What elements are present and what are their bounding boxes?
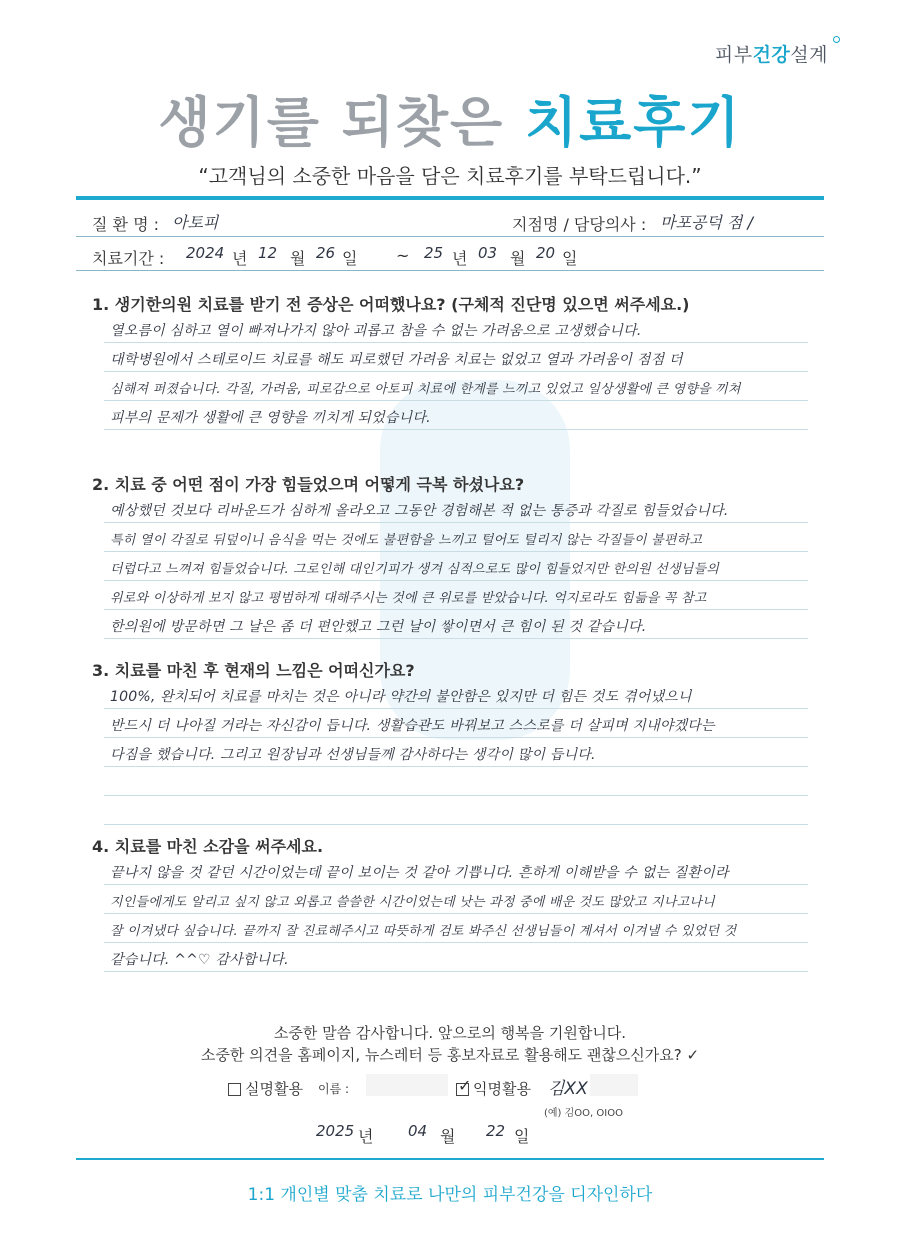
answer-4-line-3: 잘 이겨냈다 싶습니다. 끝까지 잘 진료해주시고 따뜻하게 검토 봐주신 선생님들이 계셔서 이겨낼 수 있었던 것 bbox=[110, 924, 737, 939]
date-unit-day: 일 bbox=[514, 1127, 530, 1146]
date-month: 04 bbox=[408, 1122, 428, 1140]
ruled-line bbox=[104, 522, 808, 523]
name-field-blurred bbox=[366, 1074, 448, 1096]
ruled-line bbox=[104, 795, 808, 796]
ruled-line bbox=[104, 971, 808, 972]
closing-consent-question: 소중한 의견을 홈페이지, 뉴스레터 등 홍보자료로 활용해도 괜찮으신가요? ✓ bbox=[200, 1046, 700, 1064]
brand-dot-icon bbox=[833, 36, 840, 43]
question-2-label: 2. 치료 중 어떤 점이 가장 힘들었으며 어떻게 극복 하셨나요? bbox=[92, 475, 525, 494]
answer-3-line-2: 반드시 더 나아질 거라는 자신감이 듭니다. 생활습관도 바꿔보고 스스로를 더 살피며 지내야겠다는 bbox=[110, 718, 715, 734]
period-end-day: 20 bbox=[536, 244, 556, 262]
ruled-line bbox=[104, 371, 808, 372]
ruled-line bbox=[104, 580, 808, 581]
question-4-label: 4. 치료를 마친 소감을 써주세요. bbox=[92, 837, 324, 856]
period-unit-month-2: 월 bbox=[510, 249, 526, 268]
page-title: 생기를 되찾은 치료후기 bbox=[158, 91, 742, 154]
period-start-month: 12 bbox=[258, 244, 278, 262]
ruled-line bbox=[104, 708, 808, 709]
answer-1-line-3: 심해져 퍼졌습니다. 각질, 가려움, 피로감으로 아토피 치료에 한계를 느끼고 있었고 일상생활에 큰 영향을 끼쳐 bbox=[110, 382, 741, 397]
anonymous-blurred bbox=[590, 1074, 638, 1096]
period-start-day: 26 bbox=[316, 244, 336, 262]
ruled-line bbox=[104, 942, 808, 943]
page-subtitle: “고객님의 소중한 마음을 담은 치료후기를 부탁드립니다.” bbox=[198, 164, 702, 188]
answer-2-line-1: 예상했던 것보다 리바운드가 심하게 올라오고 그동안 경험해본 적 없는 통증과 각질로 힘들었습니다. bbox=[110, 503, 729, 519]
answer-1-line-1: 열오름이 심하고 열이 빠져나가지 않아 괴롭고 참을 수 없는 가려움으로 고생했습니다. bbox=[110, 323, 642, 339]
ruled-line bbox=[104, 429, 808, 430]
brand-logo: 피부건강설계 bbox=[715, 40, 828, 67]
disease-label: 질 환 명 : bbox=[92, 215, 160, 234]
period-end-year: 25 bbox=[424, 244, 444, 262]
answer-2-line-5: 한의원에 방문하면 그 날은 좀 더 편안했고 그런 날이 쌓이면서 큰 힘이 된 것 같습니다. bbox=[110, 619, 647, 635]
ruled-line bbox=[104, 913, 808, 914]
date-day: 22 bbox=[486, 1122, 506, 1140]
checkbox-icon[interactable] bbox=[228, 1083, 241, 1096]
answer-3-line-3: 다짐을 했습니다. 그리고 원장님과 선생님들께 감사하다는 생각이 많이 듭니다. bbox=[110, 747, 596, 763]
ruled-line bbox=[104, 737, 808, 738]
ruled-line bbox=[104, 766, 808, 767]
anonymous-name-value: 김XX bbox=[548, 1079, 588, 1099]
bottom-divider bbox=[76, 1158, 824, 1160]
answer-2-line-3: 더럽다고 느껴져 힘들었습니다. 그로인해 대인기피가 생겨 심적으로도 많이 힘들었지만 한의원 선생님들의 bbox=[110, 562, 720, 577]
checked-checkbox-icon[interactable]: ✓ bbox=[458, 1076, 472, 1095]
period-unit-year-2: 년 bbox=[452, 249, 468, 268]
period-unit-month: 월 bbox=[290, 249, 306, 268]
question-1-label: 1. 생기한의원 치료를 받기 전 증상은 어떠했나요? (구체적 진단명 있으면 써주세요.) bbox=[92, 295, 690, 314]
ruled-line bbox=[104, 884, 808, 885]
answer-3-line-1: 100%, 완치되어 치료를 마치는 것은 아니라 약간의 불안함은 있지만 더 힘든 것도 겪어냈으니 bbox=[110, 689, 692, 705]
ruled-line bbox=[104, 342, 808, 343]
ruled-line bbox=[104, 551, 808, 552]
answer-4-line-2: 지인들에게도 알리고 싶지 않고 외롭고 쓸쓸한 시간이었는데 낫는 과정 중에 배운 것도 많았고 지나고나니 bbox=[110, 895, 715, 910]
period-start-year: 2024 bbox=[186, 244, 225, 262]
answer-2-line-4: 위로와 이상하게 보지 않고 평범하게 대해주시는 것에 큰 위로를 받았습니다. 억지로라도 힘듦을 꼭 참고 bbox=[110, 591, 707, 606]
top-divider bbox=[76, 196, 824, 200]
date-unit-year: 년 bbox=[358, 1127, 374, 1146]
question-3-label: 3. 치료를 마친 후 현재의 느낌은 어떠신가요? bbox=[92, 661, 415, 680]
name-field-label: 이름 : bbox=[318, 1082, 350, 1096]
ruled-line bbox=[104, 824, 808, 825]
answer-4-line-4: 같습니다. ^^♡ 감사합니다. bbox=[110, 952, 289, 968]
disease-value: 아토피 bbox=[172, 213, 219, 232]
answer-1-line-4: 피부의 문제가 생활에 큰 영향을 끼치게 되었습니다. bbox=[110, 410, 431, 426]
period-label: 치료기간 : bbox=[92, 249, 165, 268]
ruled-line bbox=[104, 400, 808, 401]
answer-4-line-1: 끝나지 않을 것 같던 시간이었는데 끝이 보이는 것 같아 기쁩니다. 흔하게 이해받을 수 없는 질환이라 bbox=[110, 865, 729, 881]
period-unit-day-2: 일 bbox=[562, 249, 578, 268]
anonymous-example: (예) 김OO, OIOO bbox=[544, 1108, 623, 1119]
closing-thanks: 소중한 말씀 감사합니다. 앞으로의 행복을 기원합니다. bbox=[273, 1024, 627, 1042]
answer-2-line-2: 특히 열이 각질로 뒤덮이니 음식을 먹는 것에도 불편함을 느끼고 털어도 털리지 않는 각질들이 불편하고 bbox=[110, 533, 703, 548]
branch-label: 지점명 / 담당의사 : bbox=[512, 215, 647, 234]
answer-1-line-2: 대학병원에서 스테로이드 치료를 해도 피로했던 가려움 치료는 없었고 열과 가려움이 점점 더 bbox=[110, 352, 683, 368]
date-unit-month: 월 bbox=[440, 1127, 456, 1146]
real-name-option[interactable]: 실명활용 bbox=[228, 1078, 303, 1099]
branch-value: 마포공덕 점 / bbox=[660, 213, 753, 232]
ruled-line bbox=[104, 638, 808, 639]
period-tilde: ~ bbox=[396, 246, 410, 265]
anonymous-option[interactable]: ✓ 익명활용 bbox=[458, 1076, 531, 1098]
footer-slogan: 1:1 개인별 맞춤 치료로 나만의 피부건강을 디자인하다 bbox=[247, 1185, 653, 1205]
date-year: 2025 bbox=[316, 1122, 355, 1140]
period-unit-day: 일 bbox=[342, 249, 358, 268]
ruled-line bbox=[104, 609, 808, 610]
period-end-month: 03 bbox=[478, 244, 498, 262]
period-unit-year: 년 bbox=[232, 249, 248, 268]
